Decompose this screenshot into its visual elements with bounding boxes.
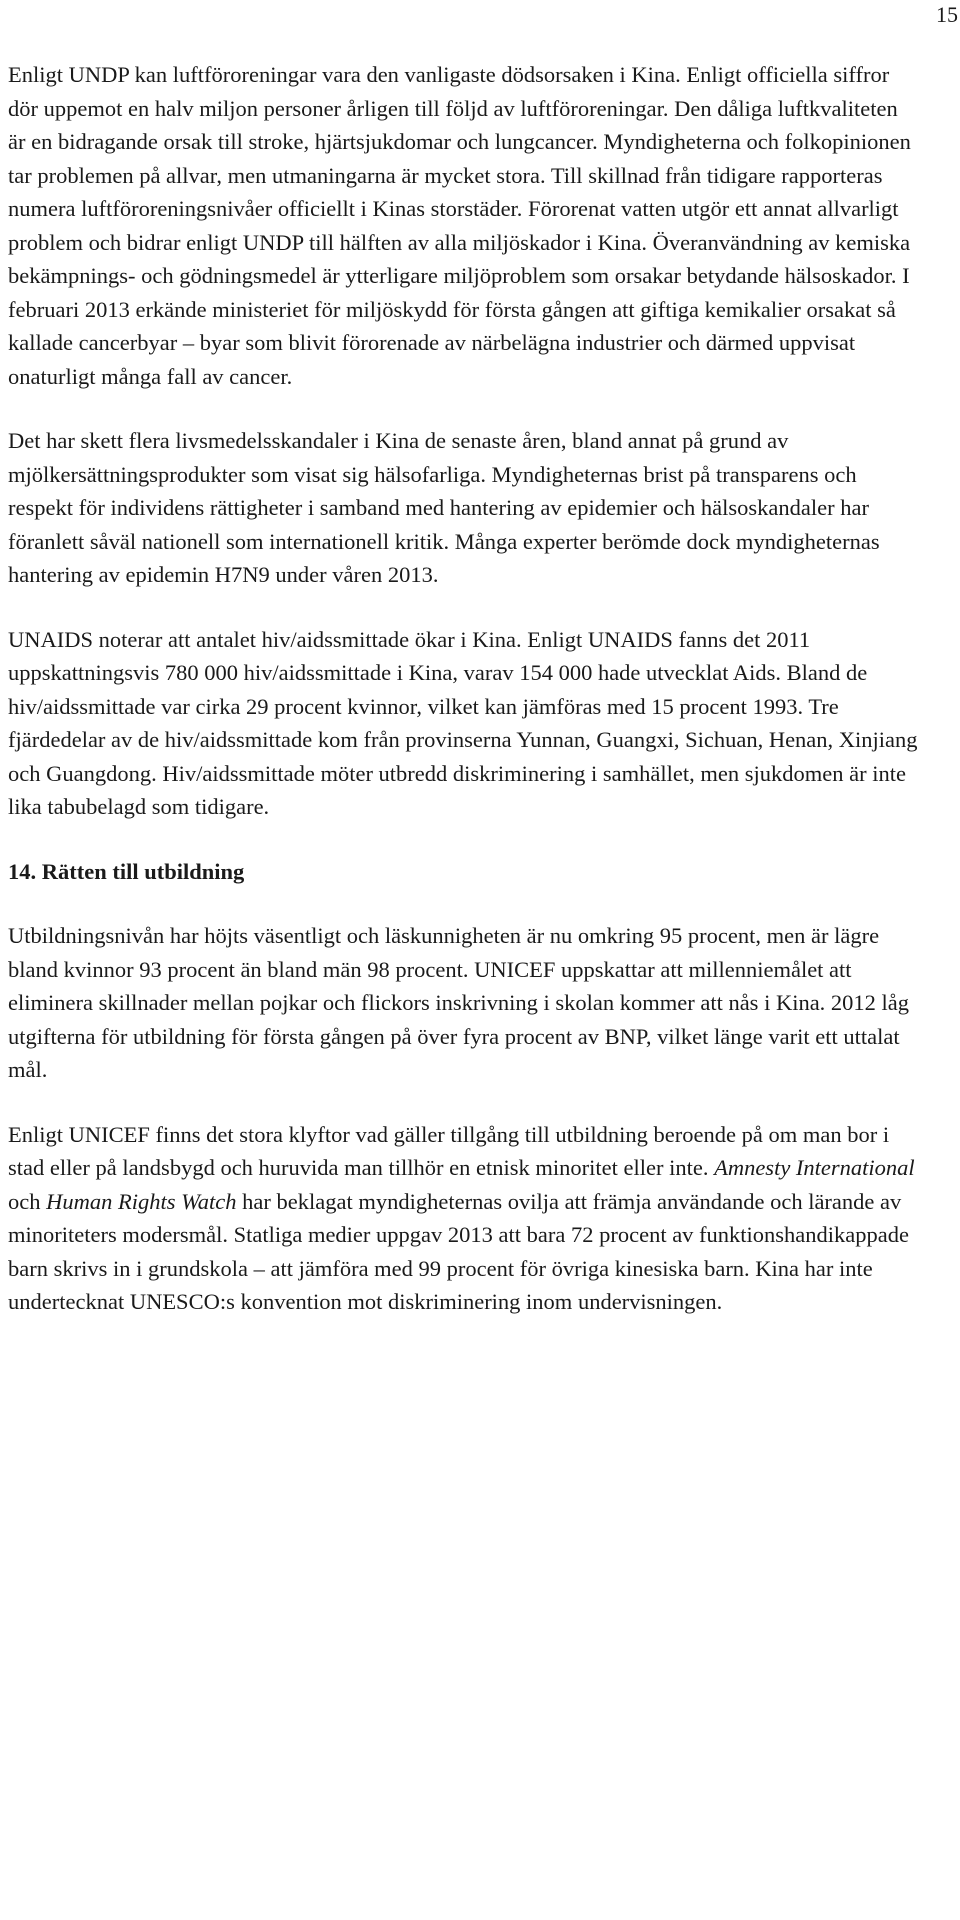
paragraph-hiv-aids: UNAIDS noterar att antalet hiv/aidssmittade ökar i Kina. Enligt UNAIDS fanns det 2011 uppskattningsvis 780 000 hiv/aidssmittade i Kina, varav 154 000 hade utvecklat Aids. Bland de hiv/aidssmittade var cirka 29 procent kvinnor, vilket kan jämföras med 15 procent 1993. Tre fjärdedelar av de hiv/aidssmittade kom från provinserna Yunnan, Guangxi, Sichuan, Henan, Xinjiang och Guangdong. Hiv/aidssmittade möter utbredd diskriminering i samhället, men sjukdomen är inte lika tabubelagd som tidigare. <box>8 626 918 819</box>
section-heading-education: 14. Rätten till utbildning <box>8 858 245 884</box>
page-number: 15 <box>936 2 958 27</box>
paragraph-education-level: Utbildningsnivån har höjts väsentligt och läskunnigheten är nu omkring 95 procent, men är lägre bland kvinnor 93 procent än bland män 98 procent. UNICEF uppskattar att millenniemålet att eliminera skillnader mellan pojkar och flickors inskrivning i skolan kommer att nås i Kina. 2012 låg utgifterna för utbildning för första gången på över fyra procent av BNP, vilket länge varit ett uttalat mål. <box>8 923 910 1082</box>
paragraph-text: och <box>8 1188 47 1214</box>
paragraph-air-pollution: Enligt UNDP kan luftföroreningar vara den vanligaste dödsorsaken i Kina. Enligt officiella siffror dör uppemot en halv miljon personer årligen till följd av luftföroreningar. Den dåliga luftkvaliteten är en bidragande orsak till stroke, hjärtsjukdomar och lungcancer. Myndigheterna och folkopinionen tar problemen på allvar, men utmaningarna är mycket stora. Till skillnad från tidigare rapporteras numera luftföroreningsnivåer officiellt i Kinas storstäder. Förorenat vatten utgör ett annat allvarligt problem och bidrar enligt UNDP till hälften av alla miljöskador i Kina. Överanvändning av kemiska bekämpnings- och gödningsmedel är ytterligare miljöproblem som orsakar betydande hälsoskador. I februari 2013 erkände ministeriet för miljöskydd för första gången att giftiga kemikalier orsakat så kallade cancerbyar – byar som blivit förorenade av närbelägna industrier och därmed uppvisat onaturligt många fall av cancer. <box>8 62 911 389</box>
paragraph-food-scandals: Det har skett flera livsmedelsskandaler i Kina de senaste åren, bland annat på grund av mjölkersättningsprodukter som visat sig hälsofarliga. Myndigheternas brist på transparens och respekt för individens rättigheter i samband med hantering av epidemier och hälsoskandaler har föranlett såväl nationell som internationell kritik. Många experter berömde dock myndigheternas hantering av epidemin H7N9 under våren 2013. <box>8 428 880 587</box>
organization-name-hrw: Human Rights Watch <box>46 1188 237 1214</box>
paragraph-text: Enligt UNICEF finns det stora klyftor vad gäller tillgång till utbildning beroende på om man bor i stad eller på landsbygd och huruvida man tillhör en etnisk minoritet eller inte. <box>8 1121 890 1180</box>
paragraph-education-gaps <box>8 1118 920 1319</box>
document-body <box>8 58 920 1350</box>
paragraph-text: har beklagat myndigheternas ovilja att främja användande och lärande av minoriteters modersmål. Statliga medier uppgav 2013 att bara 72 procent av funktionshandikappade barn skrivs in i grundskola – att jämföra med 99 procent för övriga kinesiska barn. Kina har inte undertecknat UNESCO:s konvention mot diskriminering inom undervisningen. <box>8 1188 909 1314</box>
organization-name-amnesty: Amnesty International <box>714 1155 915 1180</box>
